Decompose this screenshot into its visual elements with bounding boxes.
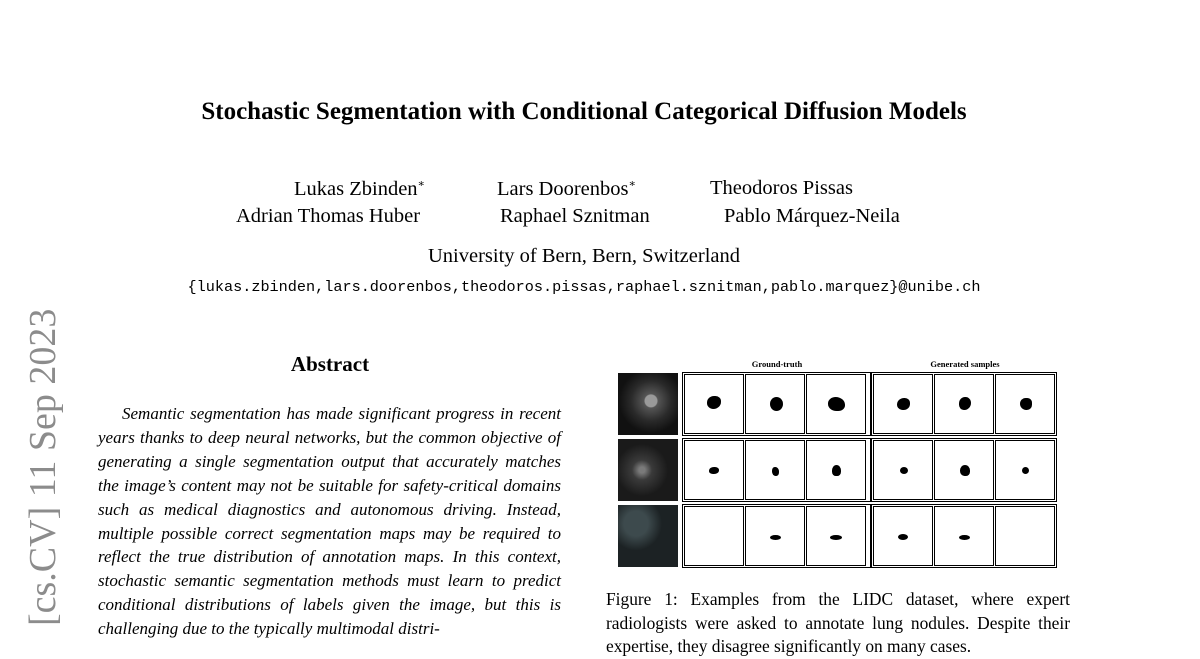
segmentation-mask <box>745 374 805 434</box>
nodule-blob <box>770 535 781 540</box>
author-name: Adrian Thomas Huber <box>236 205 421 227</box>
segmentation-mask <box>873 506 933 566</box>
abstract-heading: Abstract <box>290 352 370 376</box>
nodule-blob <box>900 467 908 474</box>
author-emails: {lukas.zbinden,lars.doorenbos,theodoros.pissas,raphael.sznitman,pablo.marquez}@unibe.ch <box>187 278 981 296</box>
author-name: Theodoros Pissas <box>710 177 853 199</box>
equal-contribution-mark: ∗ <box>417 178 426 190</box>
nodule-blob <box>832 465 841 476</box>
author-row-1 <box>0 177 1168 205</box>
nodule-blob <box>960 465 970 476</box>
ct-scan-thumbnail <box>618 505 678 567</box>
nodule-blob <box>959 397 971 410</box>
author-name: Lars Doorenbos∗ <box>497 178 636 200</box>
segmentation-mask <box>684 440 744 500</box>
segmentation-mask <box>684 374 744 434</box>
segmentation-mask <box>745 440 805 500</box>
nodule-blob <box>898 534 908 540</box>
segmentation-mask <box>934 506 994 566</box>
figure-1 <box>612 355 1062 570</box>
generated-samples-header: Generated samples <box>930 359 1000 369</box>
segmentation-mask <box>806 374 866 434</box>
ct-scan-thumbnail <box>618 439 678 501</box>
abstract-text: Semantic segmentation has made significant progress in recent years thanks to deep neural networks, but the common objective of generating a single segmentation output that accurately matches the image’s content may not be suitable for safety-critical domains such as medical diagnostics and autonomous driving. Instead, multiple possible correct segmentation maps may be required to reflect the true distribution of annotation maps. In this context, stochastic semantic segmentation methods must learn to predict conditional distributions of labels given the image, but this is challenging due to the typically multimodal distri- <box>98 404 561 639</box>
segmentation-mask <box>995 374 1055 434</box>
author-name: Raphael Sznitman <box>500 205 650 227</box>
nodule-blob <box>707 396 721 409</box>
ground-truth-header: Ground-truth <box>751 359 803 369</box>
nodule-blob <box>1022 467 1029 474</box>
segmentation-mask <box>745 506 805 566</box>
segmentation-mask <box>934 374 994 434</box>
author-list <box>0 177 1168 233</box>
author-name: Lukas Zbinden∗ <box>294 178 426 200</box>
segmentation-mask <box>873 374 933 434</box>
equal-contribution-mark: ∗ <box>628 178 636 190</box>
segmentation-mask <box>684 506 744 566</box>
segmentation-mask <box>873 440 933 500</box>
paper-title: Stochastic Segmentation with Conditional Categorical Diffusion Models <box>201 98 967 125</box>
nodule-blob <box>770 397 783 411</box>
nodule-blob <box>1020 398 1032 410</box>
segmentation-mask <box>995 440 1055 500</box>
nodule-blob <box>828 397 845 411</box>
arxiv-stamp: [cs.CV] 11 Sep 2023 <box>22 308 64 626</box>
affiliation: University of Bern, Bern, Switzerland <box>428 245 740 267</box>
nodule-blob <box>772 467 779 476</box>
figure-caption: Figure 1: Examples from the LIDC dataset, where expert radiologists were asked to annotate lung nodules. Despite their expertise, they disagree significantly on many cases. <box>606 589 1070 656</box>
segmentation-mask <box>806 440 866 500</box>
nodule-blob <box>709 467 719 474</box>
segmentation-mask <box>995 506 1055 566</box>
author-row-2 <box>0 205 1168 233</box>
ct-scan-thumbnail <box>618 373 678 435</box>
segmentation-mask <box>934 440 994 500</box>
nodule-blob <box>830 535 842 540</box>
nodule-blob <box>959 535 970 540</box>
segmentation-mask <box>806 506 866 566</box>
nodule-blob <box>897 398 910 410</box>
author-name: Pablo Márquez-Neila <box>724 205 900 227</box>
